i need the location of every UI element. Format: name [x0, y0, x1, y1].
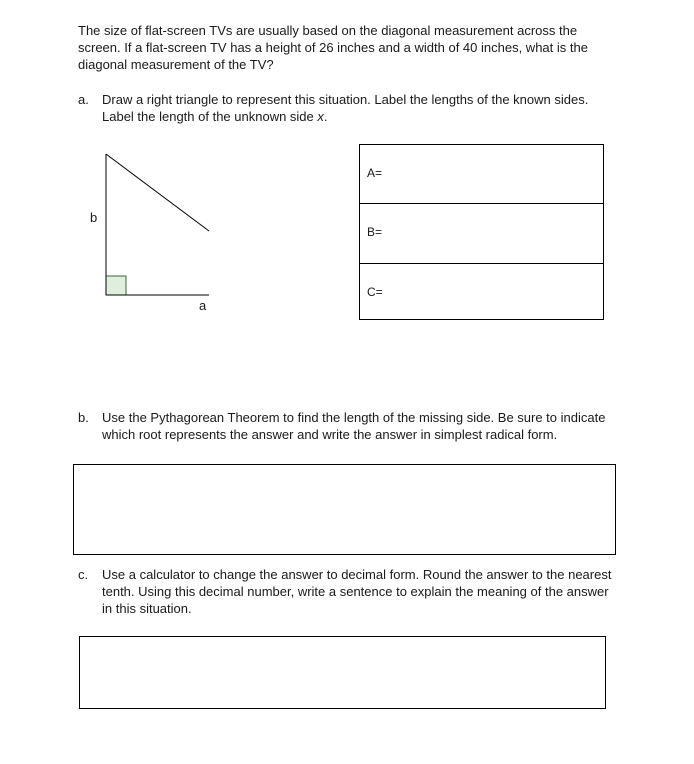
part-b-text: Use the Pythagorean Theorem to find the length of the missing side. Be sure to indicate which root represents the answer and write the answer in simplest radical form.: [102, 410, 606, 442]
hypotenuse: [106, 154, 209, 231]
side-c-value-label: C=: [367, 285, 383, 299]
side-b-answer-cell[interactable]: [360, 204, 603, 264]
part-a-period: .: [323, 109, 328, 124]
part-a-text: [102, 91, 612, 125]
variable-x: x: [317, 109, 324, 124]
side-c-answer-cell[interactable]: [360, 264, 603, 320]
right-angle-marker: [106, 276, 126, 295]
part-c-text: Use a calculator to change the answer to decimal form. Round the answer to the nearest tenth. Using this decimal number, write a sentence to explain the meaning of the answer in this situation.: [102, 567, 612, 616]
problem-statement: The size of flat-screen TVs are usually based on the diagonal measurement across the screen. If a flat-screen TV has a height of 26 inches and a width of 40 inches, what is the diagonal measurement of the TV?: [78, 23, 588, 72]
side-b-label: b: [90, 210, 98, 225]
right-triangle-diagram: [80, 140, 230, 320]
side-a-value-label: A=: [367, 166, 383, 180]
side-values-table: [359, 144, 604, 320]
part-a-instructions: Draw a right triangle to represent this situation. Label the lengths of the known sides. Label the length of the unknown side: [102, 92, 589, 124]
part-c-letter: c.: [78, 567, 89, 582]
part-b-answer-box[interactable]: [73, 464, 616, 555]
part-b-letter: b.: [78, 410, 89, 425]
side-a-answer-cell[interactable]: [360, 145, 603, 204]
side-b-value-label: B=: [367, 225, 383, 239]
side-a-label: a: [199, 298, 207, 313]
part-a-letter: a.: [78, 92, 89, 107]
part-c-answer-box[interactable]: [79, 636, 606, 709]
